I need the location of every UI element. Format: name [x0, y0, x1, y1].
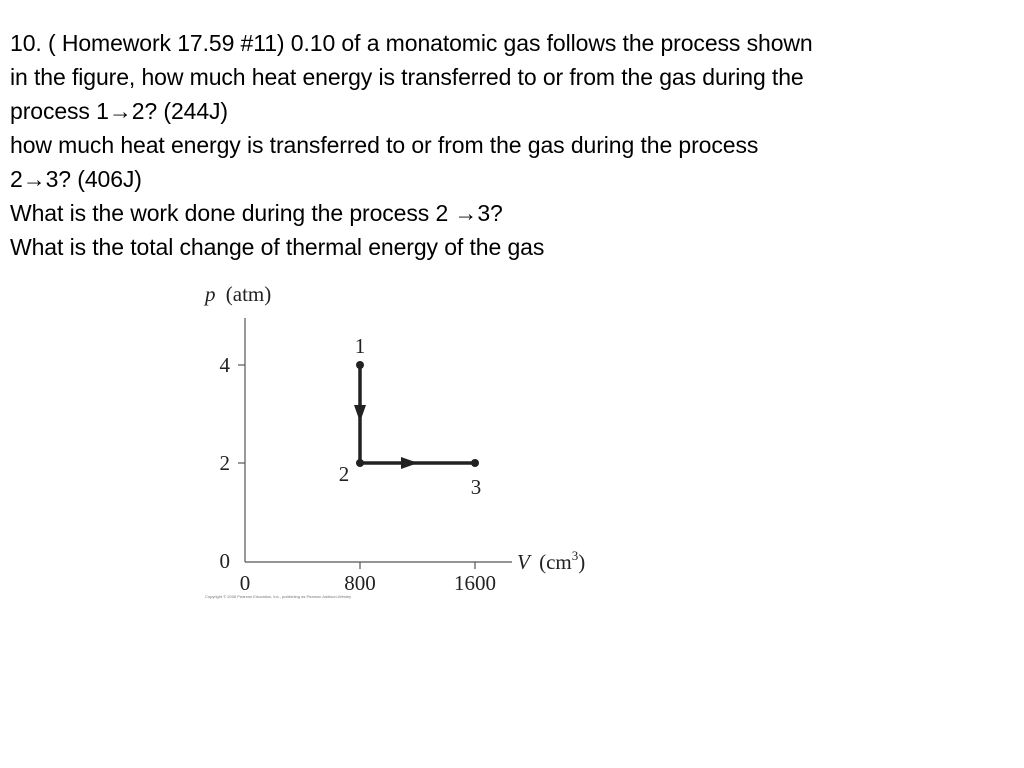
point-1-label: 1 [354, 334, 366, 358]
x-axis-unit-close: ) [578, 550, 586, 574]
x-axis-title [517, 548, 585, 574]
question-line-4: how much heat energy is transferred to or from the gas during the process [10, 132, 759, 158]
y-axis-unit: (atm) [225, 282, 272, 306]
y-axis-title [203, 282, 271, 306]
x-tick-label: 1600 [454, 571, 496, 595]
process-2-3-arrow [401, 457, 418, 469]
copyright-note: Copyright © 2008 Pearson Education, Inc., publishing as Pearson Addison-Wesley [205, 594, 352, 599]
x-ticks [240, 562, 496, 595]
question-line-6: What is the work done during the process 2 →3? [10, 200, 503, 226]
process-path [360, 365, 475, 463]
point-2-dot [356, 459, 364, 467]
process-1-2-arrow [354, 405, 366, 422]
x-tick-label: 0 [239, 571, 251, 595]
y-ticks [220, 353, 246, 573]
x-axis-unit-sup: 3 [571, 548, 579, 563]
point-3-dot [471, 459, 479, 467]
y-tick-label: 2 [219, 451, 230, 475]
x-axis-unit: (cm [539, 550, 572, 574]
question-line-1: 10. ( Homework 17.59 #11) 0.10 of a monatomic gas follows the process shown [10, 30, 813, 56]
question-line-5: 2→3? (406J) [10, 166, 142, 192]
y-tick-label: 4 [219, 353, 230, 377]
question-line-7: What is the total change of thermal energy of the gas [10, 234, 545, 260]
x-axis-symbol: V [517, 550, 530, 574]
y-tick-label: 0 [219, 549, 230, 573]
point-3-label: 3 [470, 475, 482, 499]
question-line-2: in the figure, how much heat energy is transferred to or from the gas during the [10, 64, 804, 90]
y-axis-symbol: p [205, 282, 216, 306]
x-tick-label: 800 [344, 571, 376, 595]
question-line-3: process 1→2? (244J) [10, 98, 228, 124]
point-2-label: 2 [338, 462, 350, 486]
point-1-dot [356, 361, 364, 369]
